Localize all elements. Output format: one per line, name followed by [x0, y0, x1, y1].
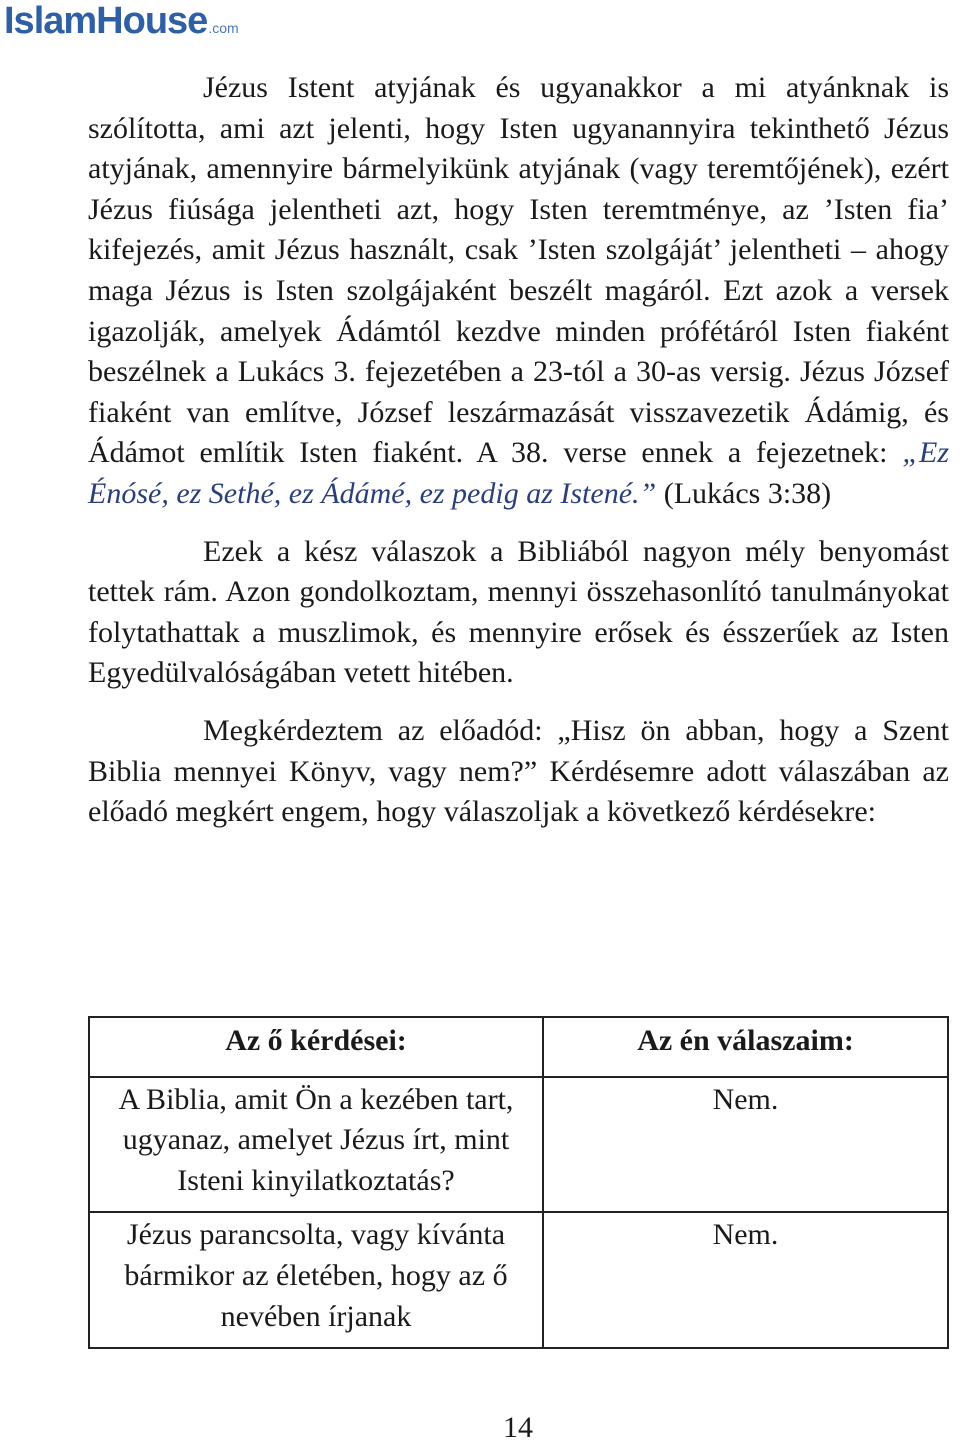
- paragraph-1-text: Jézus Istent atyjának és ugyanakkor a mi atyánknak is szólította, ami azt jelenti, hogy Isten ugyanannyira tekinthető Jézus atyjának, amennyire bármelyikünk atyjának (vagy teremtőjének), ezért Jézus fiúsága jelentheti azt, hogy Isten teremtménye, az ’Isten fia’ kifejezés, amit Jézus használt, csak ’Isten szolgáját’ jelentheti – ahogy maga Jézus is Isten szolgájaként beszélt magáról. Ezt azok a versek igazolják, amelyek Ádámtól kezdve minden prófétáról Isten fiaként beszélnek a Lukács 3. fejezetében a 23-tól a 30-as versig. Jézus József fiaként van említve, József leszármazását visszavezetik Ádámig, és Ádámot említik Isten fiaként. A 38. verse ennek a fejezetnek:: [88, 71, 949, 470]
- answer-cell: Nem.: [543, 1077, 948, 1213]
- paragraph-1-reference: (Lukács 3:38): [656, 476, 832, 510]
- paragraph-1: [88, 68, 949, 515]
- table-header-row: [89, 1017, 948, 1077]
- questions-answers-table: [88, 1016, 949, 1349]
- logo-suffix: .com: [208, 20, 239, 36]
- page-number: 14: [503, 1411, 533, 1444]
- table-row: [89, 1212, 948, 1348]
- answer-cell: Nem.: [543, 1212, 948, 1348]
- table-row: [89, 1077, 948, 1213]
- paragraph-3: Megkérdeztem az előadód: „Hisz ön abban, hogy a Szent Biblia mennyei Könyv, vagy nem?” Kérdésemre adott válaszában az előadó megkért engem, hogy válaszoljak a következő kérdésekre:: [88, 713, 949, 829]
- islamhouse-logo: [4, 2, 239, 42]
- paragraph-2: Ezek a kész válaszok a Bibliából nagyon mély benyomást tettek rám. Azon gondolkoztam, mennyi összehasonlító tanulmányokat folytathattak a muszlimok, és mennyire erősek és ésszerűek az Isten Egyedülvalóságában vetett hitében.: [88, 534, 949, 690]
- header-answers: Az én válaszaim:: [543, 1017, 948, 1077]
- question-cell: Jézus parancsolta, vagy kívánta bármikor az életében, hogy az ő nevében írjanak: [89, 1212, 543, 1348]
- header-questions: Az ő kérdései:: [89, 1017, 543, 1077]
- question-cell: A Biblia, amit Ön a kezében tart, ugyanaz, amelyet Jézus írt, mint Isteni kinyilatkoztatás?: [89, 1077, 543, 1213]
- bible-quote: „Ez Énósé, ez Sethé, ez Ádámé, ez pedig az Istené.”: [88, 436, 949, 510]
- logo-text: IslamHouse: [4, 0, 208, 42]
- page-body: [88, 68, 949, 833]
